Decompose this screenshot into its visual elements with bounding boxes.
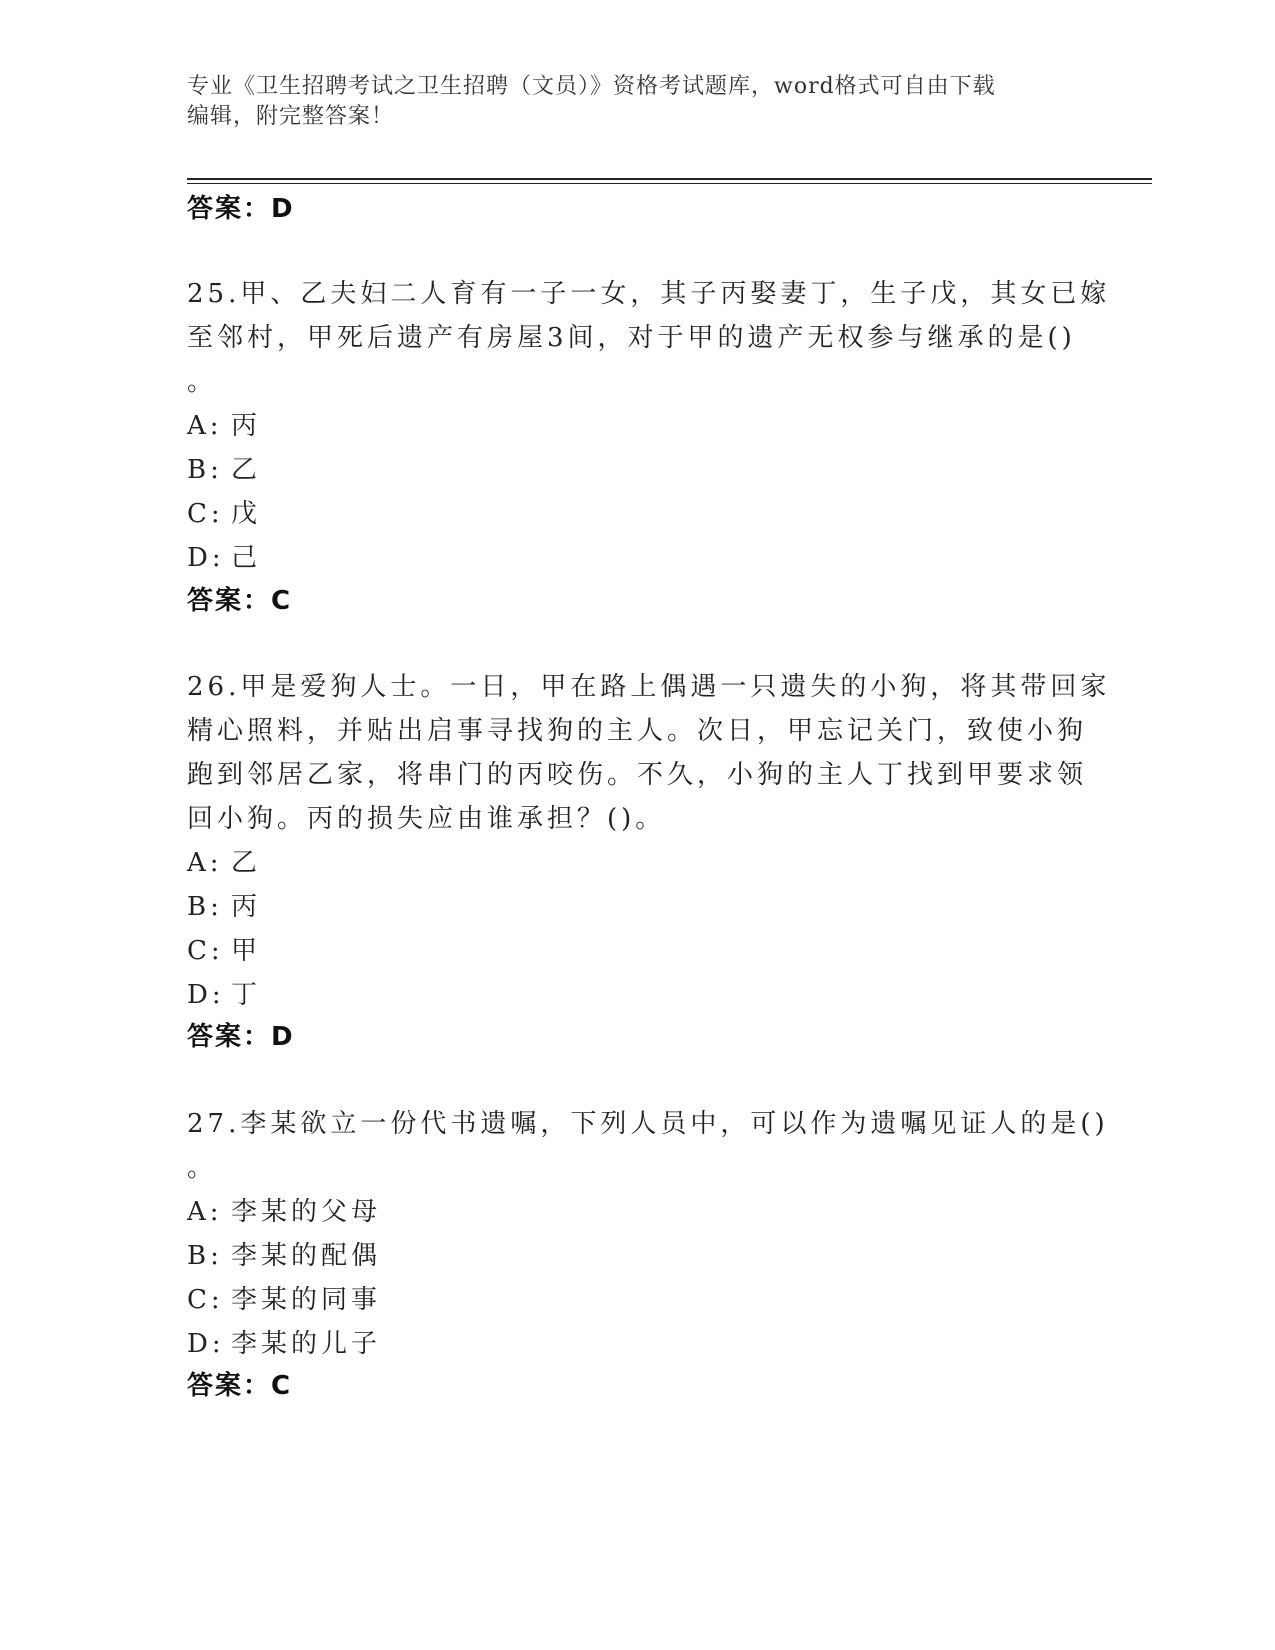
header-divider-thin (187, 183, 1152, 184)
option-text: 李某的父母 (231, 1197, 382, 1227)
option-letter: C: (187, 936, 224, 966)
question-text-line: 25.甲、乙夫妇二人育有一子一女，其子丙娶妻丁，生子戊，其女已嫁 (187, 279, 1111, 309)
option-text: 李某的同事 (231, 1285, 382, 1315)
option-letter: B: (187, 1241, 223, 1271)
previous-answer: 答案：D (187, 194, 295, 224)
option-c (187, 1279, 381, 1316)
option-letter: D: (187, 1329, 225, 1359)
option-letter: B: (187, 892, 223, 922)
option-text: 李某的配偶 (231, 1241, 382, 1271)
answer-27: 答案：C (187, 1371, 293, 1401)
option-d (187, 974, 261, 1011)
option-letter: A: (187, 848, 223, 878)
option-d (187, 537, 261, 574)
header-divider-thick (187, 178, 1152, 180)
option-text: 甲 (231, 936, 262, 966)
option-text: 乙 (231, 848, 262, 878)
option-letter: A: (187, 1197, 223, 1227)
option-c (187, 493, 261, 530)
option-text: 乙 (231, 455, 262, 485)
option-letter: D: (187, 543, 225, 573)
option-letter: D: (187, 980, 225, 1010)
question-text-line: 26.甲是爱狗人士。一日，甲在路上偶遇一只遗失的小狗，将其带回家 (187, 672, 1111, 702)
option-letter: C: (187, 1285, 224, 1315)
question-text-line: 27.李某欲立一份代书遗嘱，下列人员中，可以作为遗嘱见证人的是() (187, 1109, 1109, 1139)
option-text: 戊 (231, 499, 262, 529)
option-text: 己 (231, 543, 262, 573)
option-text: 丙 (231, 411, 262, 441)
option-a (187, 1191, 381, 1228)
option-b (187, 449, 261, 486)
option-a (187, 842, 261, 879)
option-c (187, 930, 261, 967)
option-letter: C: (187, 499, 224, 529)
header-line-1: 专业《卫生招聘考试之卫生招聘（文员）》资格考试题库，word格式可自由下载 (187, 74, 996, 99)
option-text: 丁 (231, 980, 262, 1010)
question-text-line: 跑到邻居乙家，将串门的丙咬伤。不久，小狗的主人丁找到甲要求领 (187, 760, 1088, 790)
option-a (187, 405, 261, 442)
option-text: 李某的儿子 (231, 1329, 382, 1359)
answer-25: 答案：C (187, 586, 293, 616)
document-header (187, 72, 1067, 132)
header-line-2: 编辑，附完整答案！ (187, 104, 395, 129)
question-text-line: 。 (187, 367, 218, 397)
option-letter: A: (187, 411, 223, 441)
question-text-line: 精心照料，并贴出启事寻找狗的主人。次日，甲忘记关门，致使小狗 (187, 716, 1088, 746)
option-b (187, 886, 261, 923)
question-text-line: 至邻村，甲死后遗产有房屋3间，对于甲的遗产无权参与继承的是() (187, 323, 1076, 353)
option-text: 丙 (231, 892, 262, 922)
option-b (187, 1235, 381, 1272)
option-d (187, 1323, 381, 1360)
option-letter: B: (187, 455, 223, 485)
question-text-line: 回小狗。丙的损失应由谁承担？()。 (187, 804, 666, 834)
answer-26: 答案：D (187, 1022, 295, 1052)
question-text-line: 。 (187, 1153, 218, 1183)
